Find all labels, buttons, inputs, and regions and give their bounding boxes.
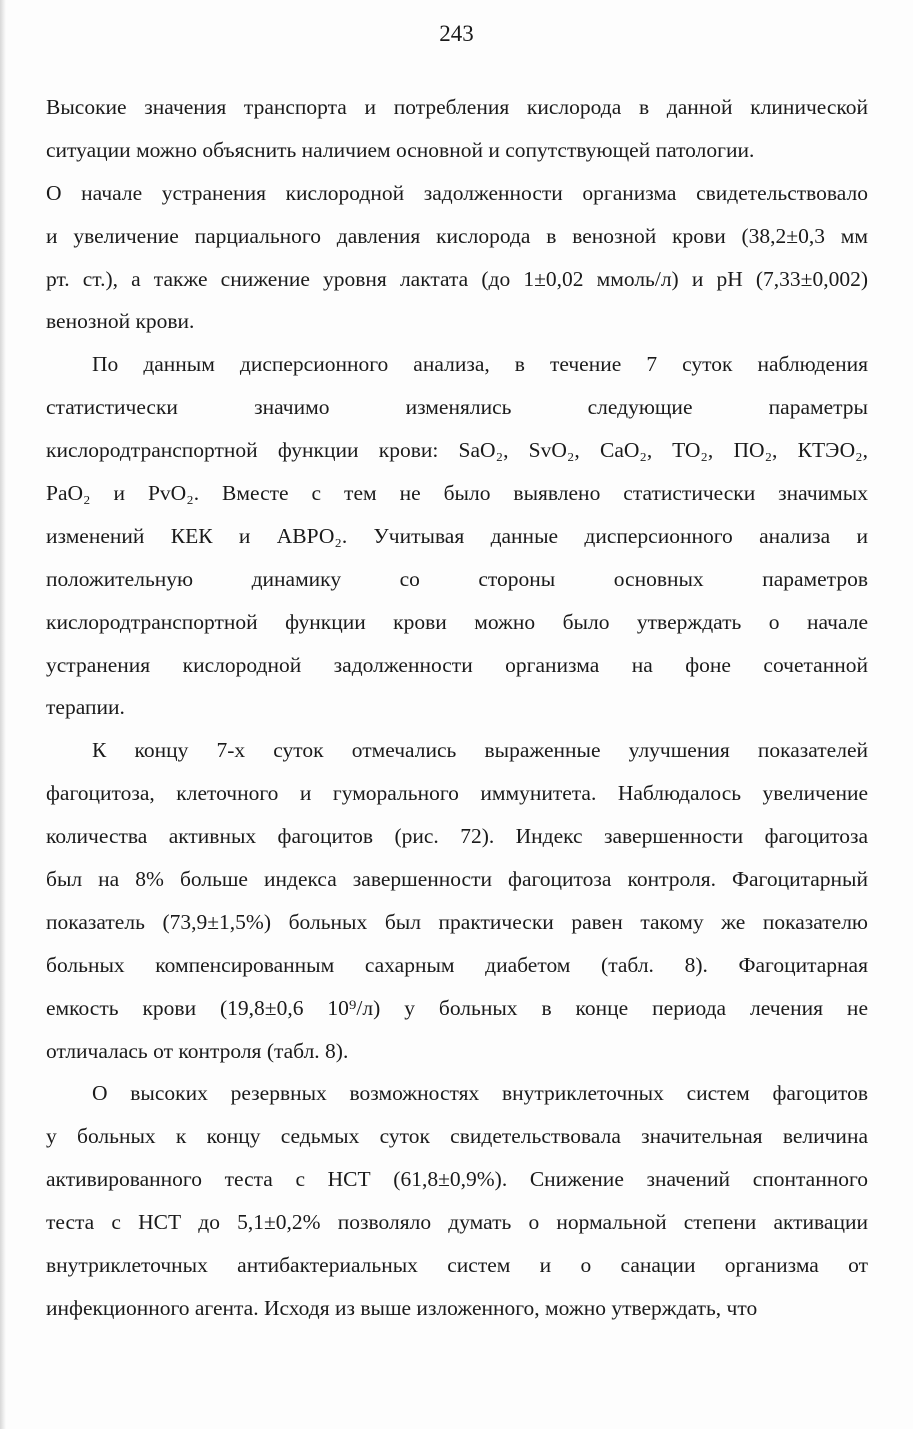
- text-line: емкость крови (19,8±0,6 10⁹/л) у больных в конце периода лечения не: [46, 995, 868, 1020]
- text-line: положительную динамику со стороны основных параметров: [46, 566, 868, 591]
- text-line: количества активных фагоцитов (рис. 72). Индекс завершенности фагоцитоза: [46, 824, 868, 849]
- text-line: О начале устранения кислородной задолженности организма свидетельствовало: [46, 180, 868, 205]
- paragraph: [46, 1072, 868, 1329]
- document-body: [46, 86, 868, 1330]
- text-line: рт. ст.), а также снижение уровня лактата (до 1±0,02 ммоль/л) и рН (7,33±0,002): [46, 266, 868, 291]
- text-line: PaO₂ и PvO₂. Вместе с тем не было выявлено статистически значимых: [46, 481, 868, 506]
- text-line: К концу 7-х суток отмечались выраженные улучшения показателей: [92, 738, 868, 763]
- text-line: изменений КЕК и АВРО₂. Учитывая данные дисперсионного анализа и: [46, 523, 868, 548]
- paragraph: [46, 343, 868, 729]
- page-number: 243: [439, 21, 474, 46]
- text-line: статистически значимо изменялись следующие параметры: [46, 395, 868, 420]
- text-line: кислородтранспортной функции крови: SaO₂, SvO₂, CaO₂, TO₂, ПО₂, КТЭО₂,: [46, 438, 868, 463]
- text-line: кислородтранспортной функции крови можно было утверждать о начале: [46, 609, 868, 634]
- paragraph: [46, 729, 868, 1072]
- text-line: был на 8% больше индекса завершенности фагоцитоза контроля. Фагоцитарный: [46, 867, 868, 892]
- text-line: О высоких резервных возможностях внутриклеточных систем фагоцитов: [92, 1081, 868, 1106]
- text-line: отличалась от контроля (табл. 8).: [46, 1038, 349, 1063]
- text-line: венозной крови.: [46, 309, 195, 334]
- text-line: внутриклеточных антибактериальных систем и о санации организма от: [46, 1253, 868, 1278]
- text-line: больных компенсированным сахарным диабетом (табл. 8). Фагоцитарная: [46, 952, 868, 977]
- text-line: терапии.: [46, 695, 125, 720]
- text-line: устранения кислородной задолженности организма на фоне сочетанной: [46, 652, 868, 677]
- text-line: инфекционного агента. Исходя из выше изложенного, можно утверждать, что: [46, 1295, 758, 1320]
- text-line: Высокие значения транспорта и потребления кислорода в данной клинической: [46, 95, 868, 119]
- text-line: По данным дисперсионного анализа, в течение 7 суток наблюдения: [92, 352, 868, 377]
- text-line: показатель (73,9±1,5%) больных был практически равен такому же показателю: [46, 909, 868, 934]
- text-line: теста с НСТ до 5,1±0,2% позволяло думать о нормальной степени активации: [46, 1210, 868, 1235]
- text-line: фагоцитоза, клеточного и гуморального иммунитета. Наблюдалось увеличение: [46, 781, 868, 806]
- paragraph: [46, 172, 868, 344]
- paragraph: [46, 86, 868, 172]
- text-line: активированного теста с НСТ (61,8±0,9%). Снижение значений спонтанного: [46, 1167, 868, 1192]
- text-line: и увеличение парциального давления кислорода в венозной крови (38,2±0,3 мм: [46, 223, 868, 248]
- text-line: у больных к концу седьмых суток свидетельствовала значительная величина: [46, 1124, 868, 1149]
- text-line: ситуации можно объяснить наличием основной и сопутствующей патологии.: [46, 137, 755, 162]
- scan-edge-shadow: [0, 0, 6, 1429]
